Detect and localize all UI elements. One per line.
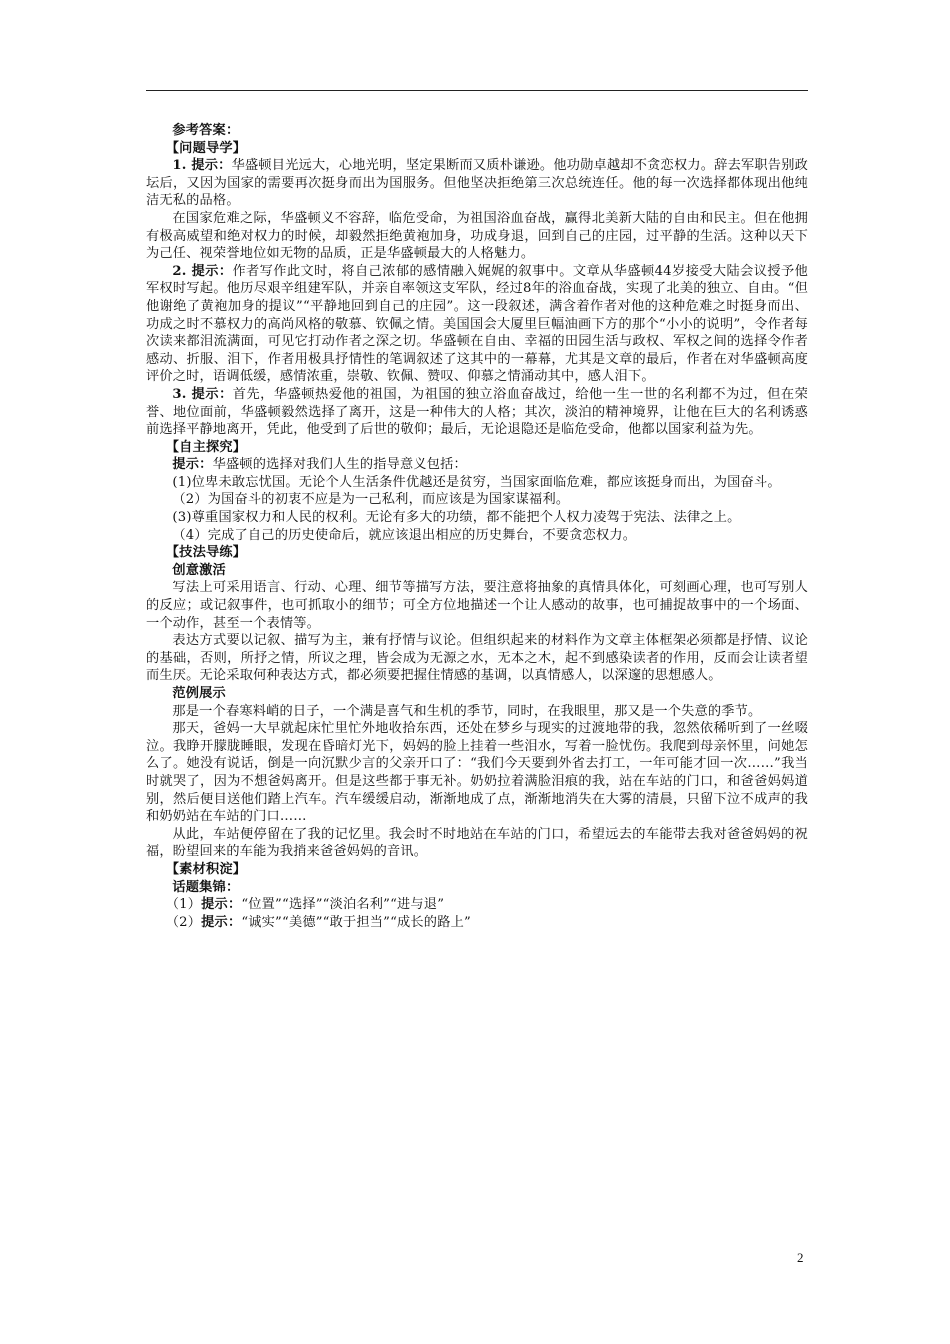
item-text: “诚实”“美德”“敢于担当”“成长的路上” bbox=[241, 914, 471, 930]
section-heading: 【技法导练】 bbox=[165, 545, 247, 561]
section-heading: 【素材积淀】 bbox=[165, 861, 247, 877]
list-item: (3)尊重国家权力和人民的权利。无论有多大的功绩，都不能把个人权力凌驾于宪法、法律之上。 bbox=[172, 510, 741, 526]
hint-label: 提示： bbox=[172, 457, 213, 473]
item-number: （1） bbox=[165, 897, 202, 913]
paragraph-text: 作者写作此文时，将自己浓郁的感情融入娓娓的叙事中。文章从华盛顿44岁接受大陆会议授予他军权时写起。他历尽艰辛组建军队，并亲自率领这支军队，经过8年的浴血奋战，实现了北美的独立、自由。“但他谢绝了黄袍加身的提议”“平静地回到自己的庄园”。这一段叙述，满含着作者对他的这种危难之时挺身而出、功成之时不慕权力的高尚风格的敬慕、钦佩之情。美国国会大厦里巨幅油画下方的那个“小小的说明”，令作者每次读来都泪流满面，可见它打动作者之深之切。华盛顿在自由、幸福的田园生活与政权、军权之间的选择令作者感动、折服、泪下，作者用极具抒情性的笔调叙述了这其中的一幕幕，尤其是文章的最后，作者在对华盛顿高度评价之时，语调低缓，感情浓重，崇敬、钦佩、赞叹、仰慕之情涌动其中，感人泪下。 bbox=[146, 263, 808, 385]
subsection-heading: 话题集锦： bbox=[172, 879, 240, 895]
list-item bbox=[146, 914, 808, 932]
subsection-heading: 范例展示 bbox=[172, 686, 226, 701]
paragraph bbox=[146, 386, 808, 439]
list-item: （2）为国奋斗的初衷不应是为一己私利，而应该是为国家谋福利。 bbox=[172, 492, 570, 508]
paragraph: 写法上可采用语言、行动、心理、细节等描写方法，要注意将抽象的真情具体化，可刻画心理，也可写别人的反应；或记叙事件，也可抓取小的细节；可全方位地描述一个让人感动的故事，也可捕捉故事中的一个场面、一个动作，甚至一个表情等。 bbox=[146, 580, 808, 631]
page-number: 2 bbox=[797, 1250, 804, 1265]
hint-label: 3. 提示： bbox=[172, 386, 233, 402]
paragraph bbox=[146, 263, 808, 386]
section-heading: 【问题导学】 bbox=[165, 140, 247, 156]
item-number: （2） bbox=[165, 914, 202, 930]
section-heading: 【自主探究】 bbox=[165, 439, 247, 455]
paragraph-text: 首先，华盛顿热爱他的祖国，为祖国的独立浴血奋战过，给他一生一世的名利都不为过，但在荣誉、地位面前，华盛顿毅然选择了离开，这是一种伟大的人格；其次，淡泊的精神境界，让他在巨大的名利诱惑前选择平静地离开，凭此，他受到了后世的敬仰；最后，无论退隐还是临危受命，他都以国家利益为先。 bbox=[146, 386, 808, 438]
list-item bbox=[146, 896, 808, 914]
header-rule bbox=[146, 90, 808, 91]
document-body bbox=[146, 122, 808, 931]
paragraph bbox=[146, 456, 808, 474]
hint-label: 2. 提示： bbox=[172, 263, 233, 279]
paragraph-text: 华盛顿目光远大，心地光明，坚定果断而又质朴谦逊。他功勋卓越却不贪恋权力。辞去军职告别政坛后，又因为国家的需要再次挺身而出为国服务。但他坚决拒绝第三次总统连任。他的每一次选择都体现出他纯洁无私的品格。 bbox=[146, 158, 808, 209]
item-text: “位置”“选择”“淡泊名利”“进与退” bbox=[241, 897, 445, 913]
answer-title: 参考答案： bbox=[172, 123, 240, 138]
hint-label: 提示： bbox=[201, 914, 242, 930]
hint-label: 1. 提示： bbox=[172, 158, 232, 174]
list-item: (1)位卑未敢忘忧国。无论个人生活条件优越还是贫穷，当国家面临危难，都应该挺身而出，为国奋斗。 bbox=[172, 474, 781, 490]
list-item: （4）完成了自己的历史使命后，就应该退出相应的历史舞台，不要贪恋权力。 bbox=[172, 527, 637, 543]
paragraph: 表达方式要以记叙、描写为主，兼有抒情与议论。但组织起来的材料作为文章主体框架必须都是抒情、议论的基础，否则，所抒之情，所议之理，皆会成为无源之水，无本之木，起不到感染读者的作用，反而会让读者望而生厌。无论采取何种表达方式，都必须要把握住情感的基调，以真情感人，以深邃的思想感人。 bbox=[146, 633, 808, 684]
hint-label: 提示： bbox=[201, 897, 242, 913]
paragraph: 那是一个春寒料峭的日子，一个满是喜气和生机的季节，同时，在我眼里，那又是一个失意的季节。 bbox=[172, 703, 762, 719]
paragraph-text: 在国家危难之际，华盛顿义不容辞，临危受命，为祖国浴血奋战，赢得北美新大陆的自由和民主。但在他拥有极高威望和绝对权力的时候，却毅然拒绝黄袍加身，功成身退，回到自己的庄园，过平静的生活。这种以天下为己任、视荣誉地位如无物的品质，正是华盛顿最大的人格魅力。 bbox=[146, 210, 808, 262]
paragraph: 那天，爸妈一大早就起床忙里忙外地收拾东西，还处在梦乡与现实的过渡地带的我，忽然依稀听到了一丝啜泣。我睁开朦胧睡眼，发现在昏暗灯光下，妈妈的脸上挂着一些泪水，写着一脸忧伤。我爬到母亲怀里，问她怎么了。她没有说话，倒是一向沉默少言的父亲开口了：“我们今天要到外省去打工，一年可能才回一次……”我当时就哭了，因为不想爸妈离开。但是这些都于事无补。奶奶拉着满脸泪痕的我，站在车站的门口，和爸爸妈妈道别，然后便目送他们踏上汽车。汽车缓缓启动，渐渐地成了点，渐渐地消失在大雾的清晨，只留下泣不成声的我和奶奶站在车站的门口…… bbox=[146, 721, 808, 825]
paragraph bbox=[146, 210, 808, 263]
paragraph bbox=[146, 157, 808, 210]
paragraph: 从此，车站便停留在了我的记忆里。我会时不时地站在车站的门口，希望远去的车能带去我对爸爸妈妈的祝福，盼望回来的车能为我捎来爸爸妈妈的音讯。 bbox=[146, 826, 808, 860]
paragraph-text: 华盛顿的选择对我们人生的指导意义包括： bbox=[212, 457, 467, 473]
subsection-heading: 创意激活 bbox=[172, 562, 226, 578]
